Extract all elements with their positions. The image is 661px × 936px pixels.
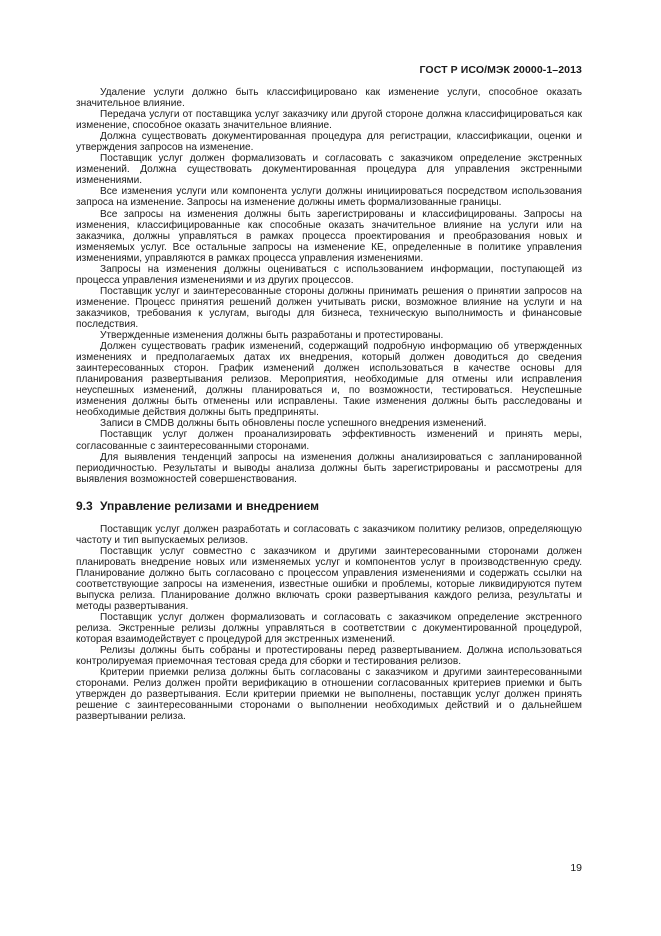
section-title: Управление релизами и внедрением bbox=[100, 498, 320, 513]
paragraph: Поставщик услуг совместно с заказчиком и другими заинтересованными сторонами должен планировать внедрение новых или изменяемых услуг и компонентов услуг в производственную среду. Планирование должно быть согласовано с процессом управления изменениями и содержать ссылки на соответствующие запросы на изменения, известные ошибки и проблемы, которые ликвидируются путем выпуска релиза. Планирование должно включать сроки развертывания каждого релиза, результаты и методы развертывания. bbox=[76, 545, 582, 613]
paragraph: Поставщик услуг и заинтересованные стороны должны принимать решения о принятии запросов на изменение. Процесс принятия решений должен учитывать риски, возможное влияние на услуги и на заказчиков, требования к услугам, выгоды для бизнеса, техническую выполнимость и финансовые последствия. bbox=[76, 285, 582, 330]
paragraph: Релизы должны быть собраны и протестированы перед развертыванием. Должна использоваться контролируемая приемочная тестовая среда для сборки и тестирования релизов. bbox=[76, 645, 582, 668]
paragraph: Запросы на изменения должны оцениваться с использованием информации, поступающей из процесса управления изменениями и из других процессов. bbox=[76, 263, 582, 286]
paragraph: Передача услуги от поставщика услуг заказчику или другой стороне должна классифицироваться как изменение, способное оказать значительное влияние. bbox=[76, 109, 582, 132]
paragraph: Записи в CMDB должны быть обновлены после успешного внедрения изменений. bbox=[100, 418, 487, 430]
body-text bbox=[76, 87, 582, 723]
paragraph: Все изменения услуги или компонента услуги должны инициироваться посредством использования запроса на изменение. Запросы на изменение должны иметь формализованные границы. bbox=[76, 186, 582, 209]
paragraph: Утвержденные изменения должны быть разработаны и протестированы. bbox=[100, 330, 444, 342]
section-heading bbox=[76, 499, 582, 513]
paragraph: Должен существовать график изменений, содержащий подробную информацию об утвержденных изменениях и предполагаемых датах их внедрения, который должен доводиться до сведения заинтересованных сторон. График изменений должен использоваться в качестве основы для планирования развертывания релизов. Мероприятия, необходимые для отмены или исправления неуспешных изменений, должны планироваться и, по возможности, тестироваться. Неуспешные изменения должны быть отменены или исправлены. Такие изменения должны быть расследованы и необходимые действия должны быть предприняты. bbox=[76, 341, 582, 419]
paragraph: Удаление услуги должно быть классифицировано как изменение услуги, способное оказать значительное влияние. bbox=[76, 87, 582, 110]
page-number: 19 bbox=[570, 862, 582, 874]
paragraph: Должна существовать документированная процедура для регистрации, классификации, оценки и утверждения запросов на изменение. bbox=[76, 131, 582, 154]
standard-designation: ГОСТ Р ИСО/МЭК 20000-1–2013 bbox=[419, 64, 582, 76]
paragraph: Поставщик услуг должен формализовать и согласовать с заказчиком определение экстренных изменений. Должна существовать документированная процедура для управления экстренными изменениями. bbox=[76, 153, 582, 187]
paragraph: Поставщик услуг должен разработать и согласовать с заказчиком политику релизов, определяющую частоту и тип выпускаемых релизов. bbox=[76, 523, 582, 546]
paragraph: Поставщик услуг должен формализовать и согласовать с заказчиком определение экстренного релиза. Экстренные релизы должны управляться в соответствии с документированной процедурой, которая взаимодействует с процедурой для экстренных изменений. bbox=[76, 612, 582, 646]
paragraph: Поставщик услуг должен проанализировать эффективность изменений и принять меры, согласованные с заинтересованными сторонами. bbox=[76, 429, 582, 452]
paragraph: Для выявления тенденций запросы на изменения должны анализироваться с запланированной периодичностью. Результаты и выводы анализа должны быть зарегистрированы и рассмотрены для выявления возможностей совершенствования. bbox=[76, 451, 582, 485]
paragraph: Критерии приемки релиза должны быть согласованы с заказчиком и другими заинтересованными сторонами. Релиз должен пройти верификацию в отношении согласованных критериев приемки и быть утвержден до развертывания. Если критерии приемки не выполнены, поставщик услуг должен принять решение с заинтересованными сторонами о выполнении необходимых действий и о дальнейшем развертывании релиза. bbox=[76, 667, 582, 723]
section-number: 9.3 bbox=[76, 498, 93, 513]
paragraph: Все запросы на изменения должны быть зарегистрированы и классифицированы. Запросы на изменения, классифицированные как способные оказать значительное влияние на услуги или на заказчика, должны управляться в рамках процесса проектирования и преобразования новых и изменяемых услуг. Все остальные запросы на изменение КЕ, определенные в политике управления изменениями, управляются в рамках процесса управления изменениями. bbox=[76, 208, 582, 264]
